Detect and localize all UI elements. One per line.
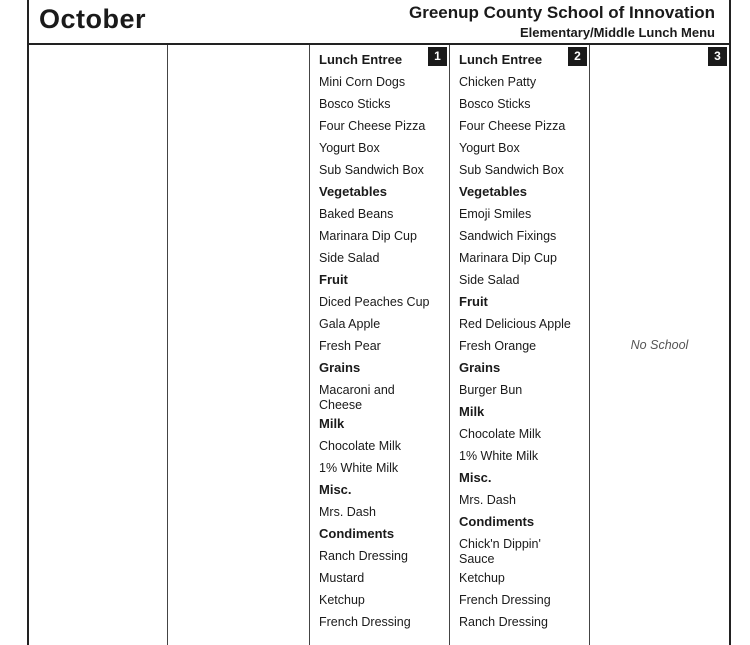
menu-item: 1% White Milk [319,461,399,475]
menu-item: Chocolate Milk [459,427,541,441]
menu-item: Bosco Sticks [459,97,531,111]
menu-item: Ranch Dressing [319,549,408,563]
menu-item: Four Cheese Pizza [319,119,426,133]
menu-item: Sandwich Fixings [459,229,557,243]
menu-item: Burger Bun [459,383,523,397]
menu-category-heading: Milk [319,416,345,431]
menu-item: Yogurt Box [319,141,380,155]
menu-item: Side Salad [459,273,520,287]
menu-item: 1% White Milk [459,449,539,463]
menu-item: Bosco Sticks [319,97,391,111]
menu-category-heading: Grains [319,360,361,375]
menu-item: Baked Beans [319,207,394,221]
menu-item: Ketchup [459,571,505,585]
menu-category-heading: Vegetables [459,184,527,199]
menu-item: Mini Corn Dogs [319,75,406,89]
menu-item: Yogurt Box [459,141,520,155]
day-number-badge: 2 [568,47,587,66]
menu-item: Ranch Dressing [459,615,548,629]
menu-item: Mrs. Dash [459,493,516,507]
menu-category-heading: Misc. [319,482,352,497]
menu-subtitle: Elementary/Middle Lunch Menu [519,25,715,40]
menu-item: Chocolate Milk [319,439,401,453]
month-title: October [39,4,147,34]
menu-item: French Dressing [319,615,411,629]
menu-item: Ketchup [319,593,365,607]
menu-header [29,0,729,45]
day-cell-2 [450,45,589,645]
menu-item: Chicken Patty [459,75,537,89]
menu-category-heading: Grains [459,360,501,375]
day-number-badge: 3 [708,47,727,66]
menu-item: Emoji Smiles [459,207,532,221]
menu-item: Mustard [319,571,365,585]
menu-item: Side Salad [319,251,380,265]
no-school-note: No School [630,338,689,352]
menu-item: Fresh Orange [459,339,537,353]
menu-category-heading: Condiments [459,514,535,529]
menu-category-heading: Condiments [319,526,395,541]
menu-item: Diced Peaches Cup [319,295,430,309]
menu-item: Four Cheese Pizza [459,119,566,133]
day-menu-list [319,49,447,633]
menu-item: Marinara Dip Cup [459,251,557,265]
menu-category-heading: Fruit [459,294,488,309]
school-name: Greenup County School of Innovation [409,3,715,22]
empty-day-cell [168,45,309,645]
menu-item: Red Delicious Apple [459,317,571,331]
menu-item: Marinara Dip Cup [319,229,417,243]
menu-page [27,0,731,645]
menu-category-heading: Lunch Entree [319,52,403,67]
day-cell-1 [310,45,449,645]
menu-category-heading: Milk [459,404,485,419]
day-number-badge: 1 [428,47,447,66]
menu-category-heading: Misc. [459,470,492,485]
day-menu-list [459,49,587,633]
menu-item: Sub Sandwich Box [459,163,564,177]
menu-item: Chick'n Dippin' Sauce [459,537,541,566]
menu-item: Fresh Pear [319,339,381,353]
menu-category-heading: Vegetables [319,184,387,199]
menu-item: Mrs. Dash [319,505,376,519]
menu-item: Gala Apple [319,317,381,331]
menu-item: Macaroni and Cheese [319,383,395,412]
menu-item: French Dressing [459,593,551,607]
menu-item: Sub Sandwich Box [319,163,424,177]
day-cell-3 [590,45,729,645]
menu-category-heading: Lunch Entree [459,52,543,67]
menu-category-heading: Fruit [319,272,348,287]
empty-day-cell [29,45,167,645]
